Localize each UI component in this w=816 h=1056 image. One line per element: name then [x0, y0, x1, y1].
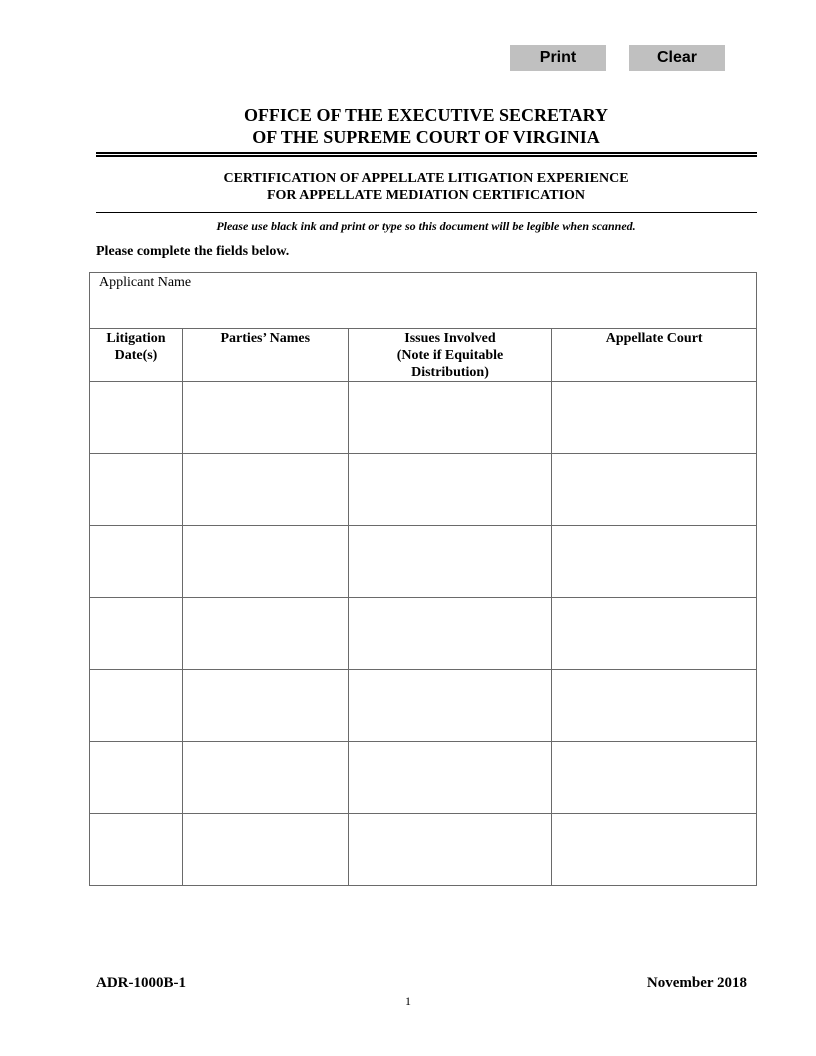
issues-field[interactable]	[348, 598, 552, 670]
issues-field[interactable]	[348, 814, 552, 886]
parties-field[interactable]	[182, 598, 348, 670]
form-title-line1: CERTIFICATION OF APPELLATE LITIGATION EXPERIENCE	[223, 171, 629, 186]
office-title-line2: OF THE SUPREME COURT OF VIRGINIA	[252, 127, 600, 147]
col-header-issues-l2: (Note if Equitable	[396, 348, 504, 363]
issues-field[interactable]	[348, 742, 552, 814]
clear-button[interactable]: Clear	[629, 45, 725, 71]
dates-field[interactable]	[90, 454, 183, 526]
col-header-parties: Parties’ Names	[182, 329, 348, 382]
court-field[interactable]	[552, 814, 757, 886]
court-field[interactable]	[552, 454, 757, 526]
col-header-dates-l2: Date(s)	[114, 348, 158, 363]
double-rule-top	[96, 152, 757, 154]
parties-field[interactable]	[182, 382, 348, 454]
office-title-line1: OFFICE OF THE EXECUTIVE SECRETARY	[243, 105, 609, 125]
dates-field[interactable]	[90, 814, 183, 886]
issues-field[interactable]	[348, 382, 552, 454]
issues-field[interactable]	[348, 526, 552, 598]
form-number: ADR-1000B-1	[96, 975, 186, 991]
court-field[interactable]	[552, 742, 757, 814]
parties-field[interactable]	[182, 454, 348, 526]
print-button[interactable]: Print	[510, 45, 606, 71]
col-header-issues	[348, 329, 552, 382]
dates-field[interactable]	[90, 382, 183, 454]
issues-field[interactable]	[348, 454, 552, 526]
parties-field[interactable]	[182, 526, 348, 598]
col-header-issues-l1: Issues Involved	[404, 331, 496, 346]
title-rule	[96, 212, 757, 213]
table-row	[90, 526, 757, 598]
col-header-issues-l3: Distribution)	[411, 365, 489, 380]
table-row	[90, 382, 757, 454]
table-row	[90, 814, 757, 886]
ink-note: Please use black ink and print or type so this document will be legible when scanned.	[216, 219, 636, 233]
applicant-name-field[interactable]	[90, 273, 757, 329]
dates-field[interactable]	[90, 526, 183, 598]
experience-table	[89, 272, 757, 886]
table-row	[90, 598, 757, 670]
parties-field[interactable]	[182, 814, 348, 886]
double-rule-bottom	[96, 155, 757, 157]
page-number: 1	[405, 994, 411, 1008]
court-field[interactable]	[552, 382, 757, 454]
table-row	[90, 670, 757, 742]
form-date: November 2018	[646, 975, 747, 991]
parties-field[interactable]	[182, 742, 348, 814]
col-header-dates-l1: Litigation	[106, 331, 166, 346]
court-field[interactable]	[552, 526, 757, 598]
table-row	[90, 454, 757, 526]
form-title-line2: FOR APPELLATE MEDIATION CERTIFICATION	[266, 188, 586, 203]
table-row	[90, 742, 757, 814]
parties-field[interactable]	[182, 670, 348, 742]
court-field[interactable]	[552, 670, 757, 742]
dates-field[interactable]	[90, 598, 183, 670]
dates-field[interactable]	[90, 670, 183, 742]
issues-field[interactable]	[348, 670, 552, 742]
applicant-name-label: Applicant Name	[99, 275, 192, 290]
col-header-dates	[90, 329, 183, 382]
dates-field[interactable]	[90, 742, 183, 814]
col-header-court: Appellate Court	[552, 329, 757, 382]
court-field[interactable]	[552, 598, 757, 670]
intro-text: Please complete the fields below.	[96, 244, 290, 259]
